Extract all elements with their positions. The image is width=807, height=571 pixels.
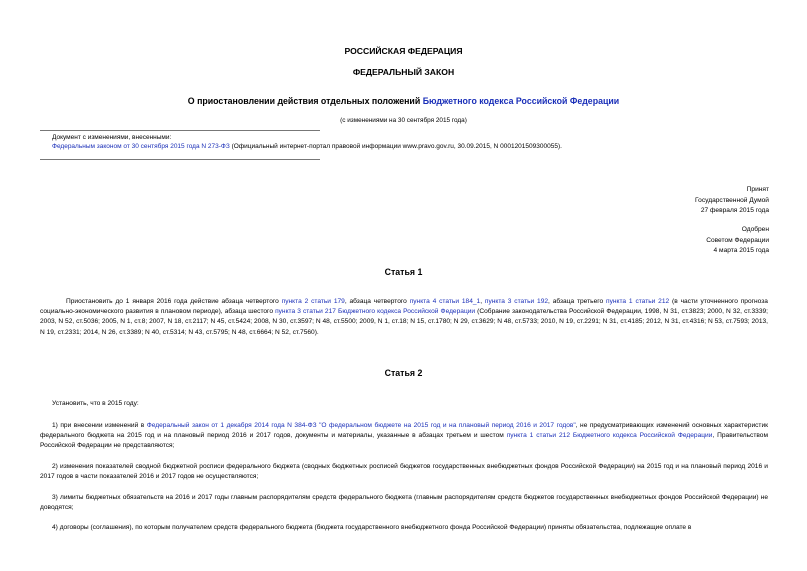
link-p1-a212[interactable]: пункта 1 статьи 212 bbox=[606, 298, 670, 305]
budget-code-link[interactable]: Бюджетного кодекса Российской Федерации bbox=[422, 96, 620, 106]
approved-line-3: 4 марта 2015 года bbox=[713, 247, 769, 254]
law-type-heading: ФЕДЕРАЛЬНЫЙ ЗАКОН bbox=[352, 67, 455, 77]
article-2-item-4: 4) договоры (соглашения), по которым получателем средств федерального бюджета (бюджета государственного внебюджетного фонда Российской Федерации) приняты обязательства, подлежащие оплате в bbox=[52, 524, 692, 531]
doc-info-rest: (Официальный интернет-портал правовой информации www.pravo.gov.ru, 30.09.2015, N 0001201509300055). bbox=[229, 143, 562, 151]
article-2-item-1 bbox=[40, 421, 768, 452]
amending-law-link[interactable]: Федеральным законом от 30 сентября 2015 года N 273-ФЗ bbox=[52, 143, 230, 151]
link-p1-a212-bk[interactable]: пункта 1 статьи 212 Бюджетного кодекса Российской Федерации bbox=[506, 432, 713, 440]
law-title bbox=[0, 96, 807, 106]
law-title-text: О приостановлении действия отдельных положений bbox=[187, 96, 423, 106]
article-1-text-part: , bbox=[480, 298, 485, 305]
article-1-text-part: (в части уточненного прогноза социально-экономического развития в плановом периоде), абзаца шестого bbox=[40, 298, 768, 316]
approved-line-1: Одобрен bbox=[741, 226, 769, 233]
bottom-divider bbox=[40, 159, 320, 160]
top-divider bbox=[40, 130, 320, 131]
item-1-text-part: , не предусматривающих изменений основных характеристик федерального бюджета на 2015 год и на плановый период 2016 и 2017 годов, документы и материалы, указанные в абзацах третьем и шестом bbox=[40, 422, 769, 440]
approved-block bbox=[706, 225, 769, 257]
amendment-note: (с изменениями на 30 сентября 2015 года) bbox=[340, 117, 467, 124]
doc-info-label: Документ с изменениями, внесенными: bbox=[52, 134, 172, 141]
article-2-heading: Статья 2 bbox=[384, 368, 423, 378]
article-1-text-part: , абзаца третьего bbox=[548, 298, 607, 305]
article-2-intro: Установить, что в 2015 году: bbox=[52, 400, 139, 407]
approved-line-2: Советом Федерации bbox=[706, 236, 769, 244]
federation-heading: РОССИЙСКАЯ ФЕДЕРАЦИЯ bbox=[344, 46, 463, 56]
link-p2-a179[interactable]: пункта 2 статьи 179 bbox=[281, 298, 345, 305]
article-1-text-part: Приостановить до 1 января 2016 года действие абзаца четвертого bbox=[66, 298, 282, 305]
adopted-line-3: 27 февраля 2015 года bbox=[700, 207, 769, 214]
link-p4-a184-1[interactable]: пункта 4 статьи 184_1 bbox=[409, 298, 481, 305]
article-1-heading: Статья 1 bbox=[384, 267, 423, 277]
article-1-text bbox=[40, 297, 768, 338]
article-1-text-part: (Собрание законодательства Российской Федерации, 1998, N 31, ст.3823; 2000, N 32, ст.3339; 2003, N 52, ст.5036; 2005, N 1, ст.8; 2007, N 18, ст.2117; N 45, ст.5424; 2008, N 30, ст.3597; N 48, ст.5500; 2009, N 1, ст.18; N 15, ст.1780; N 29, ст.3629; N 48, ст.5733; 2010, N 19, ст.2291; N 31, ст.4185; 2012, N 31, ст.4316; N 53, ст.7593; 2013, N 19, ст.2331; 2014, N 26, ст.3389; N 40, ст.5314; N 43, ст.5795; N 48, ст.6664; N 52, ст.7560). bbox=[40, 308, 768, 336]
link-p3-a217[interactable]: пункта 3 статьи 217 Бюджетного кодекса Российской Федерации bbox=[275, 308, 476, 316]
adopted-block bbox=[695, 185, 769, 217]
article-1-text-part: , абзаца четвертого bbox=[344, 298, 410, 305]
doc-info-source bbox=[52, 142, 752, 151]
link-fz-384[interactable]: Федеральный закон от 1 декабря 2014 года N 384-ФЗ "О федеральном бюджете на 2015 год и на плановый период 2016 и 2017 годов" bbox=[146, 422, 576, 429]
adopted-line-2: Государственной Думой bbox=[695, 196, 769, 204]
article-2-item-2: 2) изменения показателей сводной бюджетной росписи федерального бюджета (сводных бюджетных росписей бюджетов государственных внебюджетных фондов Российской Федерации) на 2015 год и на плановый период 2016 и 2017 годов в части показателей 2016 и 2017 годов не осуществляются; bbox=[40, 463, 768, 481]
item-1-text-part: 1) при внесении изменений в bbox=[52, 422, 147, 429]
item-1-text-part: , Правительством Российской Федерации не представляются; bbox=[40, 432, 769, 450]
doc-info bbox=[52, 133, 752, 151]
adopted-line-1: Принят bbox=[746, 186, 769, 193]
article-2-item-3: 3) лимиты бюджетных обязательств на 2016 и 2017 годы главным распорядителям средств федерального бюджета (главным распорядителям средств бюджетов государственных внебюджетных фондов Российской Федерации) не доводятся; bbox=[40, 494, 768, 512]
link-p3-a192[interactable]: пункта 3 статьи 192 bbox=[484, 298, 549, 305]
